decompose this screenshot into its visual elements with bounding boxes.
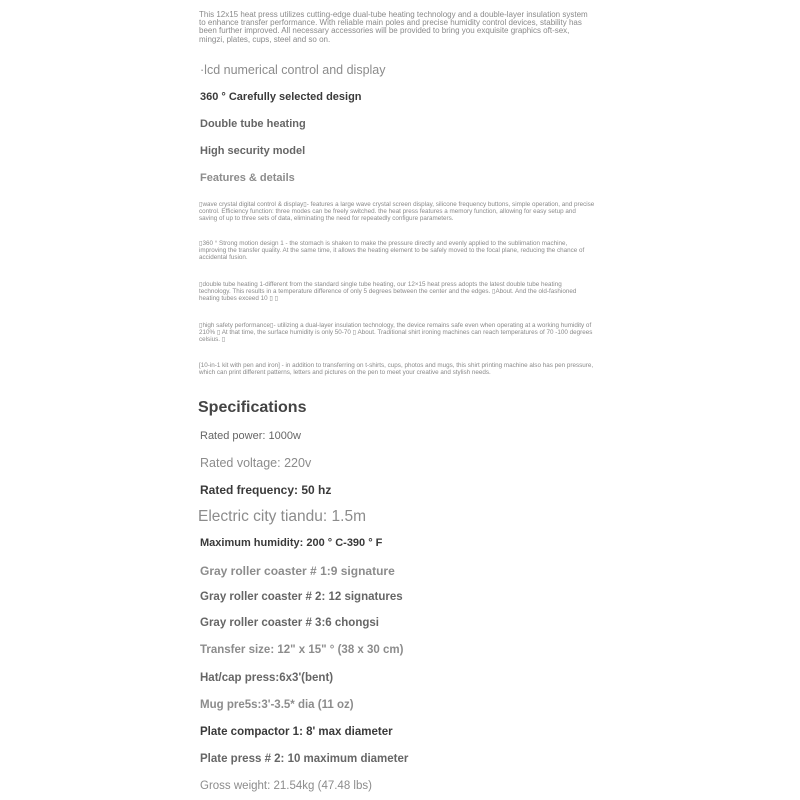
detail-paragraph-safety: ▯high safety performance▯- utilizing a dual-layer insulation technology, the device remains safe even when operating at a working humidity of 210% ▯ At that time, the surface humidity is only 50-70 ▯ About. Traditional shirt ironing machines can reach temperatures of 70 -100 degrees celsius. ▯ [199, 322, 593, 344]
feature-high-security: High security model [200, 145, 306, 157]
spec-roller-coaster-3: Gray roller coaster # 3:6 chongsi [200, 617, 379, 629]
feature-360-design: 360 ° Carefully selected design [200, 91, 362, 103]
spec-roller-coaster-2: Gray roller coaster # 2: 12 signatures [200, 591, 403, 603]
spec-transfer-size: Transfer size: 12" x 15" ° (38 x 30 cm) [200, 644, 404, 656]
detail-paragraph-kit: [10-in-1 kit with pen and iron] - in addition to transferring on t-shirts, cups, photos and mugs, this shirt printing machine also has pen pressure, which can print different patterns, letters and pictures on the pen to meet your creative and stylish needs. [199, 362, 594, 377]
intro-paragraph: This 12x15 heat press utilizes cutting-edge dual-tube heating technology and a double-layer insulation system to enhance transfer performance. With reliable main poles and precise humidity control devices, stability has been further improved. All necessary accessories will be provided to bring you exquisite graphics oft-sex, mingzi, plates, cups, steel and so on. [199, 10, 588, 44]
spec-cable-length: Electric city tiandu: 1.5m [198, 508, 366, 525]
detail-paragraph-heating: ▯double tube heating 1-different from the standard single tube heating, our 12×15 heat press adopts the latest double tube heating technology. This results in a temperature difference of only 5 degrees between the center and the edges. ▯About. And the old-fashioned heating tubes exceed 10 ▯ ▯ [199, 281, 577, 303]
spec-rated-voltage: Rated voltage: 220v [200, 456, 312, 470]
spec-rated-power: Rated power: 1000w [200, 430, 301, 442]
feature-lcd-control: ·lcd numerical control and display [200, 63, 386, 77]
spec-hat-cap-press: Hat/cap press:6x3'(bent) [200, 672, 334, 684]
features-details-heading: Features & details [200, 172, 295, 184]
spec-plate-press-2: Plate press # 2: 10 maximum diameter [200, 753, 409, 765]
spec-plate-compactor-1: Plate compactor 1: 8' max diameter [200, 726, 393, 738]
detail-paragraph-motion: ▯360 ° Strong motion design 1 - the stomach is shaken to make the pressure directly and evenly applied to the sublimation machine, improving the transfer quality. At the same time, it allows the heating element to be safely moved to the focal plane, reducing the chance of accidental fusion. [199, 240, 585, 262]
spec-roller-coaster-1: Gray roller coaster # 1:9 signature [200, 564, 395, 578]
specifications-heading: Specifications [198, 399, 307, 416]
spec-mug-press: Mug pre5s:3'-3.5* dia (11 oz) [200, 699, 354, 711]
spec-gross-weight: Gross weight: 21.54kg (47.48 lbs) [200, 780, 372, 792]
detail-paragraph-display: ▯wave crystal digital control & display▯- features a large wave crystal screen display, silicone frequency buttons, simple operation, and precise control. Efficiency function: three modes can be freely switched. the heat press features a memory function, allowing for easy setup and saving of up to three sets of data, eliminating the need for repeatedly configure parameters. [199, 201, 595, 223]
spec-maximum-temperature: Maximum humidity: 200 ° C-390 ° F [200, 537, 383, 549]
feature-double-tube: Double tube heating [200, 118, 306, 130]
spec-rated-frequency: Rated frequency: 50 hz [200, 483, 332, 497]
